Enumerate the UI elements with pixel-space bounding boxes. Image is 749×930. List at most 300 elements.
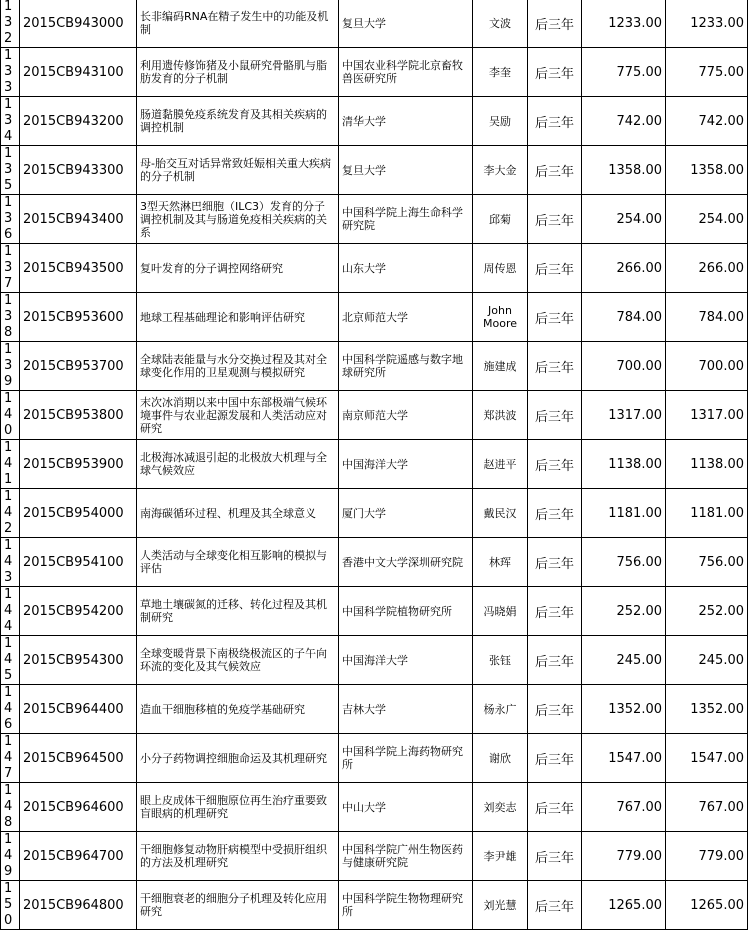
institution: 北京师范大学 [342,310,408,324]
institution: 香港中文大学深圳研究院 [342,555,463,569]
principal-investigator-cell[interactable] [473,538,528,587]
funding-amount: 266.00 [616,260,662,276]
principal-investigator: 刘光慧 [483,898,517,912]
project-code-cell[interactable] [20,293,137,342]
principal-investigator-cell[interactable] [473,636,528,685]
principal-investigator: 刘奕志 [483,800,517,814]
funding-period-cell[interactable] [528,881,582,930]
funding-period-cell[interactable] [528,97,582,146]
table-row [1,97,748,146]
row-index-cell[interactable] [1,146,20,195]
project-code-cell[interactable] [20,440,137,489]
funding-amount-total: 1265.00 [690,897,744,913]
funding-amount: 756.00 [616,554,662,570]
row-index-cell[interactable] [1,783,20,832]
funding-amount: 1358.00 [608,162,662,178]
project-code: 2015CB954000 [23,505,124,521]
funding-amount-total-cell[interactable] [666,244,748,293]
funding-amount-total-cell[interactable] [666,195,748,244]
project-code: 2015CB953600 [23,309,124,325]
principal-investigator-cell[interactable] [473,195,528,244]
row-index: 150 [4,881,13,928]
row-index: 149 [4,832,13,879]
project-code-cell[interactable] [20,146,137,195]
funding-amount-total: 1181.00 [690,505,744,521]
row-index-cell[interactable] [1,342,20,391]
funding-amount-total-cell[interactable] [666,440,748,489]
principal-investigator: 谢欣 [489,751,511,765]
institution-cell[interactable] [339,734,473,783]
funding-amount-total-cell[interactable] [666,587,748,636]
table-row [1,391,748,440]
institution: 中国科学院遥感与数字地球研究所 [342,353,463,379]
institution-cell[interactable] [339,440,473,489]
funding-amount-total-cell[interactable] [666,783,748,832]
project-code: 2015CB943300 [23,162,124,178]
funding-amount-cell[interactable] [582,293,666,342]
funding-period-cell[interactable] [528,0,582,48]
funding-amount-total: 252.00 [698,603,744,619]
institution-cell[interactable] [339,881,473,930]
principal-investigator-cell[interactable] [473,293,528,342]
principal-investigator-cell[interactable] [473,146,528,195]
funding-amount: 1138.00 [608,456,662,472]
table-row [1,146,748,195]
project-title: 末次冰消期以来中国中东部极端气候环境事件与农业起源发展和人类活动应对研究 [140,395,327,435]
institution-cell[interactable] [339,48,473,97]
project-title: 全球变暖背景下南极绕极流区的子午向环流的变化及其气候效应 [140,647,327,673]
funding-amount: 1233.00 [608,15,662,31]
funding-period: 后三年 [534,66,574,82]
principal-investigator-cell[interactable] [473,391,528,440]
principal-investigator: 张钰 [489,653,511,667]
row-index: 141 [4,440,13,487]
row-index: 146 [4,685,13,732]
principal-investigator: 赵进平 [483,457,517,471]
funding-amount-cell[interactable] [582,636,666,685]
principal-investigator-cell[interactable] [473,244,528,293]
project-title-cell[interactable] [137,489,339,538]
institution: 中国科学院植物研究所 [342,604,452,618]
project-title: 地球工程基础理论和影响评估研究 [140,310,305,324]
funding-amount-total-cell[interactable] [666,391,748,440]
project-title: 利用遗传修饰猪及小鼠研究骨骼肌与脂肪发育的分子机制 [140,59,327,85]
institution: 吉林大学 [342,702,386,716]
funding-amount: 742.00 [616,113,662,129]
institution: 清华大学 [342,114,386,128]
project-title: 草地土壤碳氮的迁移、转化过程及其机制研究 [140,598,327,624]
project-code-cell[interactable] [20,832,137,881]
principal-investigator-cell[interactable] [473,881,528,930]
project-code: 2015CB943100 [23,64,124,80]
project-code-cell[interactable] [20,538,137,587]
project-title: 北极海冰减退引起的北极放大机理与全球气候效应 [140,451,327,477]
project-code-cell[interactable] [20,48,137,97]
funding-amount-cell[interactable] [582,832,666,881]
project-title-cell[interactable] [137,587,339,636]
principal-investigator-cell[interactable] [473,0,528,48]
project-code-cell[interactable] [20,636,137,685]
funding-period-cell[interactable] [528,195,582,244]
project-title-cell[interactable] [137,832,339,881]
row-index-cell[interactable] [1,587,20,636]
row-index: 139 [4,342,13,389]
principal-investigator: 林珲 [489,555,511,569]
project-title-cell[interactable] [137,538,339,587]
funding-amount-total: 1547.00 [690,750,744,766]
funding-period: 后三年 [534,458,574,474]
funding-amount: 1352.00 [608,701,662,717]
funding-period-cell[interactable] [528,783,582,832]
principal-investigator-cell[interactable] [473,685,528,734]
project-code-cell[interactable] [20,587,137,636]
table-body [1,0,748,930]
row-index: 138 [4,293,13,340]
funding-amount-total-cell[interactable] [666,342,748,391]
row-index: 134 [4,97,13,144]
table-row [1,538,748,587]
institution: 山东大学 [342,261,386,275]
row-index-cell[interactable] [1,489,20,538]
funding-amount-total: 245.00 [698,652,744,668]
project-code: 2015CB954100 [23,554,124,570]
row-index-cell[interactable] [1,734,20,783]
principal-investigator: 周传恩 [483,261,517,275]
institution-cell[interactable] [339,685,473,734]
project-code: 2015CB943000 [23,15,124,31]
project-title: 母-胎交互对话异常致妊娠相关重大疾病的分子机制 [140,157,331,183]
table-row [1,587,748,636]
project-code: 2015CB954200 [23,603,124,619]
principal-investigator: 吴励 [489,114,511,128]
funding-amount-total-cell[interactable] [666,146,748,195]
funding-amount: 784.00 [616,309,662,325]
funding-period: 后三年 [534,262,574,278]
funding-period: 后三年 [534,17,574,33]
project-code-cell[interactable] [20,391,137,440]
institution: 厦门大学 [342,506,386,520]
funding-amount: 1265.00 [608,897,662,913]
funding-amount-total: 756.00 [698,554,744,570]
project-code-cell[interactable] [20,342,137,391]
row-index-cell[interactable] [1,391,20,440]
institution-cell[interactable] [339,587,473,636]
institution-cell[interactable] [339,538,473,587]
row-index: 147 [4,734,13,781]
institution: 复旦大学 [342,16,386,30]
project-code: 2015CB953700 [23,358,124,374]
funding-amount-cell[interactable] [582,0,666,48]
project-code: 2015CB964600 [23,799,124,815]
institution-cell[interactable] [339,146,473,195]
table-row [1,489,748,538]
funding-amount-cell[interactable] [582,342,666,391]
funding-amount: 1317.00 [608,407,662,423]
principal-investigator-cell[interactable] [473,97,528,146]
funding-amount-total-cell[interactable] [666,97,748,146]
funding-amount-cell[interactable] [582,97,666,146]
principal-investigator: John Moore [483,304,517,330]
funding-period: 后三年 [534,850,574,866]
funding-amount-total: 1352.00 [690,701,744,717]
funding-period: 后三年 [534,703,574,719]
funding-period-cell[interactable] [528,538,582,587]
row-index: 148 [4,783,13,830]
project-code: 2015CB964700 [23,848,124,864]
row-index-cell[interactable] [1,881,20,930]
row-index-cell[interactable] [1,195,20,244]
project-code: 2015CB964500 [23,750,124,766]
funding-period: 后三年 [534,311,574,327]
funding-amount-total: 1233.00 [690,15,744,31]
funding-amount-total: 784.00 [698,309,744,325]
institution: 中国科学院上海生命科学研究院 [342,206,463,232]
project-title: 3型天然淋巴细胞（ILC3）发育的分子调控机制及其与肠道免疫相关疾病的关系 [140,199,327,239]
principal-investigator-cell[interactable] [473,783,528,832]
funding-period: 后三年 [534,654,574,670]
principal-investigator-cell[interactable] [473,489,528,538]
project-title-cell[interactable] [137,783,339,832]
funding-amount-total-cell[interactable] [666,0,748,48]
project-title-cell[interactable] [137,48,339,97]
institution-cell[interactable] [339,783,473,832]
funding-amount-cell[interactable] [582,391,666,440]
funding-amount: 1547.00 [608,750,662,766]
table-row [1,195,748,244]
project-title-cell[interactable] [137,734,339,783]
principal-investigator-cell[interactable] [473,440,528,489]
row-index: 142 [4,489,13,536]
project-code: 2015CB964800 [23,897,124,913]
table-row [1,832,748,881]
institution: 中山大学 [342,800,386,814]
principal-investigator: 李尹雄 [483,849,517,863]
funding-amount-cell[interactable] [582,440,666,489]
project-title-cell[interactable] [137,293,339,342]
project-title-cell[interactable] [137,244,339,293]
row-index-cell[interactable] [1,244,20,293]
project-code-cell[interactable] [20,97,137,146]
funding-amount: 245.00 [616,652,662,668]
funding-amount-cell[interactable] [582,587,666,636]
table-row [1,685,748,734]
row-index: 135 [4,146,13,193]
funding-period-cell[interactable] [528,734,582,783]
principal-investigator: 冯晓娟 [483,604,517,618]
funding-amount: 254.00 [616,211,662,227]
project-title-cell[interactable] [137,146,339,195]
funding-amount: 1181.00 [608,505,662,521]
funding-period: 后三年 [534,115,574,131]
funding-amount-cell[interactable] [582,195,666,244]
principal-investigator: 文波 [489,16,511,30]
institution-cell[interactable] [339,391,473,440]
funding-period: 后三年 [534,409,574,425]
project-code-cell[interactable] [20,0,137,48]
institution: 中国科学院广州生物医药与健康研究院 [342,843,463,869]
funding-period-cell[interactable] [528,440,582,489]
project-title-cell[interactable] [137,685,339,734]
project-code-cell[interactable] [20,489,137,538]
table-row [1,48,748,97]
funding-period-cell[interactable] [528,489,582,538]
funding-period: 后三年 [534,556,574,572]
principal-investigator-cell[interactable] [473,832,528,881]
funding-period: 后三年 [534,507,574,523]
funding-period-cell[interactable] [528,48,582,97]
table-row [1,293,748,342]
funding-period-cell[interactable] [528,146,582,195]
funding-amount-cell[interactable] [582,489,666,538]
table-row [1,244,748,293]
funding-amount: 775.00 [616,64,662,80]
project-title: 复叶发育的分子调控网络研究 [140,261,283,275]
funding-period: 后三年 [534,801,574,817]
funding-period-cell[interactable] [528,293,582,342]
funding-amount-cell[interactable] [582,783,666,832]
funding-amount: 252.00 [616,603,662,619]
row-index: 132 [4,0,13,46]
row-index: 140 [4,391,13,438]
institution-cell[interactable] [339,489,473,538]
project-code-cell[interactable] [20,244,137,293]
principal-investigator: 戴民汉 [483,506,517,520]
principal-investigator: 李大金 [483,163,517,177]
funding-amount-total-cell[interactable] [666,293,748,342]
funding-amount-total: 742.00 [698,113,744,129]
funding-amount-total-cell[interactable] [666,832,748,881]
project-code: 2015CB943500 [23,260,124,276]
funding-amount-cell[interactable] [582,538,666,587]
funding-amount-total: 254.00 [698,211,744,227]
row-index-cell[interactable] [1,538,20,587]
project-code-cell[interactable] [20,685,137,734]
funding-period-cell[interactable] [528,636,582,685]
project-title: 长非编码RNA在精子发生中的功能及机制 [140,10,329,36]
funding-amount-cell[interactable] [582,48,666,97]
project-title-cell[interactable] [137,636,339,685]
project-code: 2015CB943200 [23,113,124,129]
row-index-cell[interactable] [1,636,20,685]
institution: 复旦大学 [342,163,386,177]
project-title-cell[interactable] [137,97,339,146]
funding-period: 后三年 [534,752,574,768]
institution: 中国海洋大学 [342,457,408,471]
project-title: 干细胞修复动物肝病模型中受损肝组织的方法及机理研究 [140,843,327,869]
institution-cell[interactable] [339,244,473,293]
funding-period: 后三年 [534,899,574,915]
funding-amount-total-cell[interactable] [666,538,748,587]
table-row [1,881,748,930]
row-index-cell[interactable] [1,48,20,97]
project-title: 干细胞衰老的细胞分子机理及转化应用研究 [140,892,327,918]
funding-amount-total-cell[interactable] [666,685,748,734]
funding-period: 后三年 [534,213,574,229]
row-index: 143 [4,538,13,585]
funding-amount-total-cell[interactable] [666,489,748,538]
funding-period: 后三年 [534,164,574,180]
row-index-cell[interactable] [1,293,20,342]
institution-cell[interactable] [339,636,473,685]
row-index: 145 [4,636,13,683]
table-row [1,734,748,783]
project-title: 南海碳循环过程、机理及其全球意义 [140,506,316,520]
project-title-cell[interactable] [137,0,339,48]
institution-cell[interactable] [339,293,473,342]
funding-amount-total: 775.00 [698,64,744,80]
funding-amount-total: 266.00 [698,260,744,276]
funding-period: 后三年 [534,605,574,621]
funding-amount-total-cell[interactable] [666,636,748,685]
funding-amount-cell[interactable] [582,685,666,734]
funding-amount-cell[interactable] [582,244,666,293]
row-index: 144 [4,587,13,634]
project-code-cell[interactable] [20,734,137,783]
table-row [1,0,748,48]
funding-period: 后三年 [534,360,574,376]
institution-cell[interactable] [339,832,473,881]
funding-amount-total-cell[interactable] [666,48,748,97]
row-index-cell[interactable] [1,832,20,881]
principal-investigator-cell[interactable] [473,734,528,783]
project-code: 2015CB953800 [23,407,124,423]
row-index-cell[interactable] [1,97,20,146]
principal-investigator: 杨永广 [483,702,517,716]
project-code: 2015CB954300 [23,652,124,668]
project-title-cell[interactable] [137,391,339,440]
institution: 中国科学院生物物理研究所 [342,892,463,918]
row-index-cell[interactable] [1,440,20,489]
project-code-cell[interactable] [20,783,137,832]
institution: 中国海洋大学 [342,653,408,667]
funding-period-cell[interactable] [528,832,582,881]
funding-amount-total: 767.00 [698,799,744,815]
funding-amount-cell[interactable] [582,734,666,783]
project-code: 2015CB964400 [23,701,124,717]
institution-cell[interactable] [339,0,473,48]
funding-period-cell[interactable] [528,244,582,293]
row-index: 136 [4,195,13,242]
institution-cell[interactable] [339,342,473,391]
row-index-cell[interactable] [1,0,20,48]
principal-investigator-cell[interactable] [473,48,528,97]
table-row [1,440,748,489]
funding-period-cell[interactable] [528,342,582,391]
funding-amount: 767.00 [616,799,662,815]
principal-investigator-cell[interactable] [473,587,528,636]
project-title-cell[interactable] [137,881,339,930]
funding-amount: 700.00 [616,358,662,374]
funding-amount-total-cell[interactable] [666,881,748,930]
project-code: 2015CB943400 [23,211,124,227]
funding-period-cell[interactable] [528,391,582,440]
principal-investigator-cell[interactable] [473,342,528,391]
project-title-cell[interactable] [137,440,339,489]
funding-amount-cell[interactable] [582,881,666,930]
project-code-cell[interactable] [20,195,137,244]
project-title: 全球陆表能量与水分交换过程及其对全球变化作用的卫星观测与模拟研究 [140,353,327,379]
funding-amount-cell[interactable] [582,146,666,195]
project-code-cell[interactable] [20,881,137,930]
funding-period-cell[interactable] [528,587,582,636]
row-index-cell[interactable] [1,685,20,734]
project-title-cell[interactable] [137,195,339,244]
funding-period-cell[interactable] [528,685,582,734]
institution-cell[interactable] [339,97,473,146]
institution-cell[interactable] [339,195,473,244]
funding-amount-total-cell[interactable] [666,734,748,783]
project-title-cell[interactable] [137,342,339,391]
